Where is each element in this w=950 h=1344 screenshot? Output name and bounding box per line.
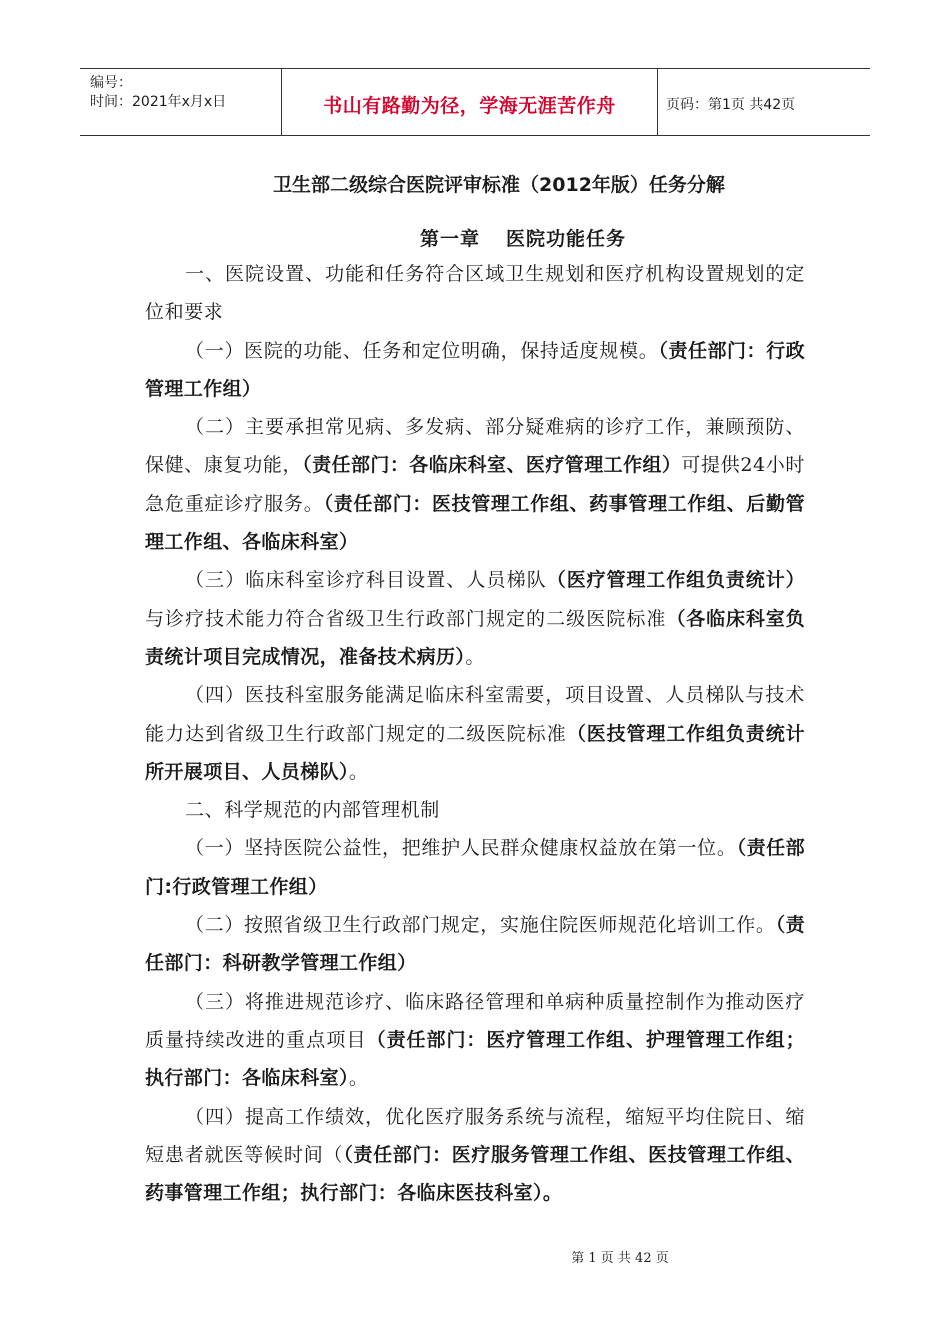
paragraph-text: 与诊疗技术能力符合省级卫生行政部门规定的二级医院标准 (145, 607, 667, 630)
paragraph-text: （二）主要承担常见病、多发病、部分疑难病的诊疗工作，兼顾预防、保健、康复功能， (145, 416, 805, 477)
responsible-dept: （责任部门：医疗服务管理工作组、医技管理工作组、药事管理工作组；执行部门：各临床医技科室）。 (145, 1143, 805, 1205)
responsible-dept: （责任部门：各临床科室、医疗管理工作组） (302, 454, 682, 477)
doc-date-label: 时间：2021年x月x日 (90, 94, 227, 110)
paragraph (145, 561, 805, 676)
page-footer: 第 1 页 共 42 页 (571, 1251, 669, 1266)
paragraph-text: （四）医技科室服务能满足临床科室需要，项目设置、人员梯队与技术能力达到省级卫生行政部门规定的二级医院标准 (145, 684, 805, 745)
chapter-number: 第一章 (419, 228, 480, 250)
paragraph (145, 332, 805, 409)
header-page-info: 页码：第1页 共42页 (666, 97, 796, 113)
document-body (145, 255, 805, 1212)
paragraph-text: 二、科学规范的内部管理机制 (185, 799, 440, 822)
paragraph (145, 255, 805, 332)
header-left-cell (80, 69, 282, 135)
paragraph (145, 906, 805, 983)
paragraph-text: （一）医院的功能、任务和定位明确，保持适度规模。 (185, 339, 659, 362)
paragraph (145, 983, 805, 1098)
paragraph-text: （三）将推进规范诊疗、临床路径管理和单病种质量控制作为推动医疗质量持续改进的重点项目 (145, 990, 805, 1051)
header-right-cell (658, 69, 870, 135)
responsible-dept: （责任部门:行政管理工作组） (145, 837, 805, 898)
paragraph-text: （四）提高工作绩效，优化医疗服务系统与流程，缩短平均住院日、缩短患者就医等候时间（ (145, 1105, 805, 1166)
paragraph (145, 676, 805, 791)
paragraph-text: 。 (348, 760, 369, 783)
chapter-name: 医院功能任务 (506, 228, 627, 250)
paragraph (145, 1098, 805, 1213)
paragraph (145, 829, 805, 906)
paragraph-text: 一、医院设置、功能和任务符合区域卫生规划和医疗机构设置规划的定位和要求 (145, 263, 805, 324)
responsible-dept: （责任部门：科研教学管理工作组） (145, 914, 805, 975)
page-header (80, 68, 870, 136)
paragraph-text: （一）坚持医院公益性，把维护人民群众健康权益放在第一位。 (185, 837, 737, 860)
responsible-dept: （责任部门：医疗管理工作组、护理管理工作组；执行部门：各临床科室） (145, 1028, 805, 1090)
chapter-heading (0, 224, 950, 251)
paragraph-text: 可提供24小时急危重症诊疗服务。 (145, 454, 805, 515)
header-motto: 书山有路勤为径，学海无涯苦作舟 (323, 95, 616, 117)
paragraph-text: 。 (348, 1067, 369, 1090)
paragraph (145, 408, 805, 561)
responsible-dept: （医疗管理工作组负责统计） (546, 569, 805, 592)
paragraph-text: 。 (465, 645, 485, 668)
responsible-dept: （责任部门：医技管理工作组、药事管理工作组、后勤管理工作组、各临床科室） (145, 492, 805, 554)
paragraph (145, 791, 805, 829)
document-title: 卫生部二级综合医院评审标准（2012年版）任务分解 (273, 174, 725, 196)
responsible-dept: （各临床科室负责统计项目完成情况，准备技术病历） (145, 607, 805, 668)
responsible-dept: （责任部门：行政管理工作组） (145, 339, 806, 400)
responsible-dept: （医技管理工作组负责统计所开展项目、人员梯队） (145, 722, 805, 783)
header-middle-cell (282, 69, 658, 135)
doc-code-label: 编号： (90, 75, 132, 91)
paragraph-text: （三）临床科室诊疗科目设置、人员梯队 (185, 569, 547, 592)
paragraph-text: （二）按照省级卫生行政部门规定，实施住院医师规范化培训工作。 (185, 914, 776, 937)
